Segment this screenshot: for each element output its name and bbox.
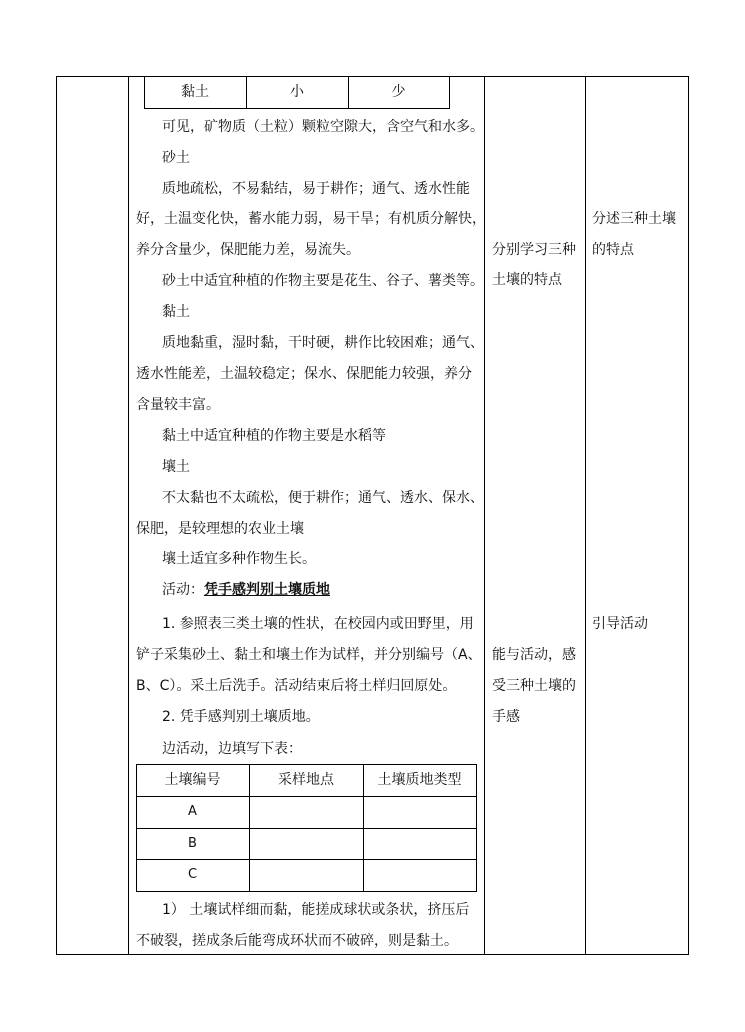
table-header-location: 采样地点 — [278, 772, 334, 788]
sample-table-line — [136, 764, 477, 765]
design-intent-text: 分述三种土壤 — [592, 211, 676, 227]
student-activity-text: 分别学习三种 — [492, 242, 576, 258]
paragraph-line: 铲子采集砂土、黏土和壤土作为试样，并分别编号（A、 — [136, 647, 482, 663]
sample-table-line — [136, 796, 477, 797]
soil-row-bottom — [144, 108, 450, 109]
activity-title: 凭手感判别土壤质地 — [204, 582, 330, 598]
sample-table-line — [136, 828, 477, 829]
design-intent-text: 的特点 — [592, 242, 634, 258]
outer-top-border — [56, 76, 688, 77]
col-divider-3 — [585, 76, 586, 955]
paragraph-line: 质地黏重，湿时黏，干时硬，耕作比较困难；通气、 — [162, 335, 484, 351]
sample-table-line — [136, 859, 477, 860]
student-activity-text: 能与活动，感 — [492, 647, 576, 663]
paragraph-line: 2. 凭手感判别土壤质地。 — [162, 709, 320, 725]
paragraph-line: 黏土中适宜种植的作物主要是水稻等 — [162, 428, 386, 444]
soil-name-cell: 黏土 — [181, 84, 209, 100]
paragraph-line: B、C）。采土后洗手。活动结束后将土样归回原处。 — [136, 678, 457, 694]
heading-loam-soil: 壤土 — [162, 459, 190, 475]
particle-size-cell: 小 — [290, 84, 304, 100]
design-intent-text: 引导活动 — [592, 616, 648, 632]
paragraph-line: 不太黏也不太疏松，便于耕作；通气、透水、保水、 — [162, 490, 484, 506]
soil-row-right — [449, 76, 450, 109]
outer-right-border — [688, 76, 689, 955]
table-row-label: A — [188, 804, 197, 819]
paragraph-line: 含量较丰富。 — [136, 397, 220, 413]
table-row-label: C — [187, 867, 198, 882]
outer-bottom-border — [56, 954, 688, 955]
paragraph-line: 不破裂，搓成条后能弯成环状而不破碎，则是黏土。 — [136, 933, 458, 949]
paragraph-line: 1） 土壤试样细而黏，能搓成球状或条状，挤压后 — [162, 902, 470, 918]
paragraph-line: 壤土适宜多种作物生长。 — [162, 551, 316, 567]
table-header-texture: 土壤质地类型 — [377, 772, 462, 788]
paragraph-line: 可见，矿物质（土粒）颗粒空隙大，含空气和水多。 — [162, 119, 484, 135]
student-activity-text: 土壤的特点 — [492, 272, 562, 288]
student-activity-text: 受三种土壤的 — [492, 678, 576, 694]
activity-heading — [162, 580, 330, 600]
col-divider-2 — [484, 76, 485, 955]
student-activity-text: 手感 — [492, 709, 520, 725]
paragraph-line: 边活动，边填写下表： — [162, 741, 302, 757]
heading-clay-soil: 黏土 — [162, 304, 190, 320]
paragraph-line: 好，土温变化快，蓄水能力弱，易干旱；有机质分解快， — [136, 211, 486, 227]
activity-prefix: 活动： — [162, 582, 204, 598]
paragraph-line: 1. 参照表三类土壤的性状，在校园内或田野里，用 — [162, 616, 474, 632]
table-row-label: B — [188, 836, 197, 851]
table-header-sample-id: 土壤编号 — [164, 772, 221, 788]
outer-left-border — [56, 76, 57, 955]
paragraph-line: 保肥，是较理想的农业土壤 — [136, 521, 304, 537]
sample-table-line — [476, 764, 477, 892]
pore-space-cell: 少 — [391, 84, 406, 100]
paragraph-line: 透水性能差，土温较稳定；保水、保肥能力较强，养分 — [136, 366, 472, 382]
sample-table-line — [136, 891, 477, 892]
paragraph-line: 质地疏松，不易黏结，易于耕作；通气、透水性能 — [162, 181, 470, 197]
paragraph-line: 砂土中适宜种植的作物主要是花生、谷子、薯类等。 — [162, 273, 484, 289]
heading-sandy-soil: 砂土 — [162, 150, 190, 166]
col-divider-1 — [128, 76, 129, 955]
paragraph-line: 养分含量少，保肥能力差，易流失。 — [136, 242, 360, 258]
